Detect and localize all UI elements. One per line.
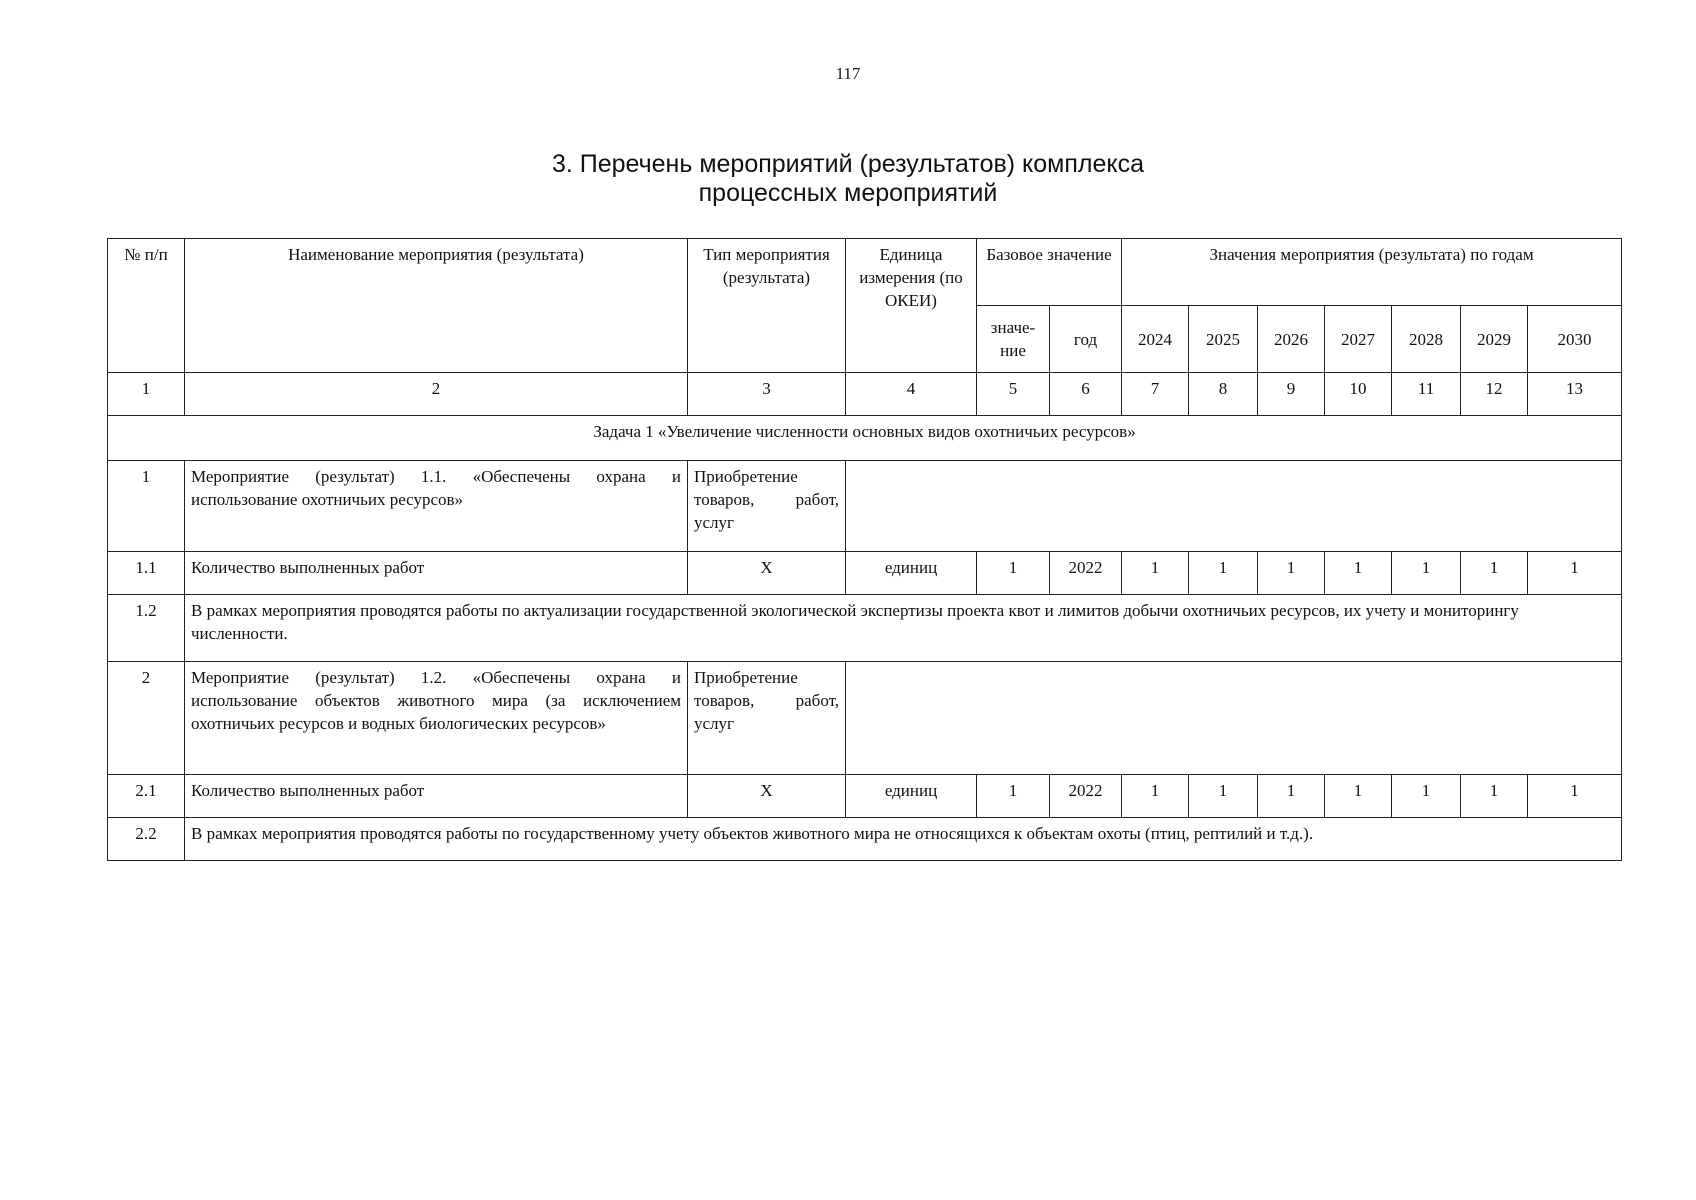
table-row xyxy=(108,552,1622,595)
column-number: 13 xyxy=(1528,373,1622,416)
task-title: Задача 1 «Увеличение численности основных видов охотничьих ресурсов» xyxy=(108,416,1622,461)
value-2028: 1 xyxy=(1392,552,1461,595)
column-number: 10 xyxy=(1325,373,1392,416)
value-2026: 1 xyxy=(1258,552,1325,595)
title-line-2: процессных мероприятий xyxy=(698,179,998,207)
header-year-2029: 2029 xyxy=(1461,306,1528,373)
value-2026: 1 xyxy=(1258,775,1325,818)
header-year-2024: 2024 xyxy=(1122,306,1189,373)
column-number: 3 xyxy=(688,373,846,416)
table-row xyxy=(108,818,1622,861)
header-base: Базовое значение xyxy=(977,239,1122,306)
header-year-2027: 2027 xyxy=(1325,306,1392,373)
measure-type: Приобретение товаров, работ, услуг xyxy=(688,662,846,775)
row-num: 1.1 xyxy=(108,552,185,595)
column-number: 7 xyxy=(1122,373,1189,416)
base-value: 1 xyxy=(977,552,1050,595)
column-numbers-row xyxy=(108,373,1622,416)
document-title xyxy=(0,150,1696,208)
column-number: 12 xyxy=(1461,373,1528,416)
column-number: 6 xyxy=(1050,373,1122,416)
column-number: 5 xyxy=(977,373,1050,416)
table-row xyxy=(108,775,1622,818)
value-2028: 1 xyxy=(1392,775,1461,818)
value-2027: 1 xyxy=(1325,775,1392,818)
header-base-year: год xyxy=(1050,306,1122,373)
measure-description: В рамках мероприятия проводятся работы по актуализации государственной экологической экспертизы проекта квот и лимитов добычи охотничьих ресурсов, их учету и мониторингу численности. xyxy=(185,595,1622,662)
indicator-unit: единиц xyxy=(846,775,977,818)
header-year-2026: 2026 xyxy=(1258,306,1325,373)
base-value: 1 xyxy=(977,775,1050,818)
indicator-name: Количество выполненных работ xyxy=(185,775,688,818)
indicator-type: X xyxy=(688,775,846,818)
column-number: 4 xyxy=(846,373,977,416)
base-year: 2022 xyxy=(1050,552,1122,595)
table-row xyxy=(108,461,1622,552)
table-row xyxy=(108,595,1622,662)
measures-table xyxy=(107,238,1622,861)
value-2030: 1 xyxy=(1528,775,1622,818)
row-num: 2.2 xyxy=(108,818,185,861)
value-2029: 1 xyxy=(1461,552,1528,595)
table-row xyxy=(108,662,1622,775)
header-base-value: значе-ние xyxy=(977,306,1050,373)
header-year-2025: 2025 xyxy=(1189,306,1258,373)
header-num: № п/п xyxy=(108,239,185,373)
value-2025: 1 xyxy=(1189,552,1258,595)
header-type: Тип мероприятия (результата) xyxy=(688,239,846,373)
row-num: 1.2 xyxy=(108,595,185,662)
row-num: 2 xyxy=(108,662,185,775)
base-year: 2022 xyxy=(1050,775,1122,818)
column-number: 8 xyxy=(1189,373,1258,416)
value-2027: 1 xyxy=(1325,552,1392,595)
title-line-1: 3. Перечень мероприятий (результатов) комплекса xyxy=(551,150,1144,178)
measure-type: Приобретение товаров, работ, услуг xyxy=(688,461,846,552)
empty-cell xyxy=(846,461,1622,552)
measure-description: В рамках мероприятия проводятся работы по государственному учету объектов животного мира не относящихся к объектам охоты (птиц, рептилий и т.д.). xyxy=(185,818,1622,861)
header-unit: Единица измерения (по ОКЕИ) xyxy=(846,239,977,373)
column-number: 2 xyxy=(185,373,688,416)
header-name: Наименование мероприятия (результата) xyxy=(185,239,688,373)
indicator-name: Количество выполненных работ xyxy=(185,552,688,595)
row-num: 1 xyxy=(108,461,185,552)
column-number: 9 xyxy=(1258,373,1325,416)
header-years-group: Значения мероприятия (результата) по годам xyxy=(1122,239,1622,306)
row-num: 2.1 xyxy=(108,775,185,818)
measure-name: Мероприятие (результат) 1.2. «Обеспечены охрана и использование объектов животного мира (за исключением охотничьих ресурсов и водных биологических ресурсов» xyxy=(185,662,688,775)
page-number: 117 xyxy=(835,64,861,83)
header-year-2030: 2030 xyxy=(1528,306,1622,373)
indicator-unit: единиц xyxy=(846,552,977,595)
column-number: 1 xyxy=(108,373,185,416)
indicator-type: X xyxy=(688,552,846,595)
header-year-2028: 2028 xyxy=(1392,306,1461,373)
value-2025: 1 xyxy=(1189,775,1258,818)
header-row-1 xyxy=(108,239,1622,306)
value-2029: 1 xyxy=(1461,775,1528,818)
column-number: 11 xyxy=(1392,373,1461,416)
empty-cell xyxy=(846,662,1622,775)
value-2024: 1 xyxy=(1122,552,1189,595)
value-2030: 1 xyxy=(1528,552,1622,595)
task-row xyxy=(108,416,1622,461)
measure-name: Мероприятие (результат) 1.1. «Обеспечены охрана и использование охотничьих ресурсов» xyxy=(185,461,688,552)
value-2024: 1 xyxy=(1122,775,1189,818)
